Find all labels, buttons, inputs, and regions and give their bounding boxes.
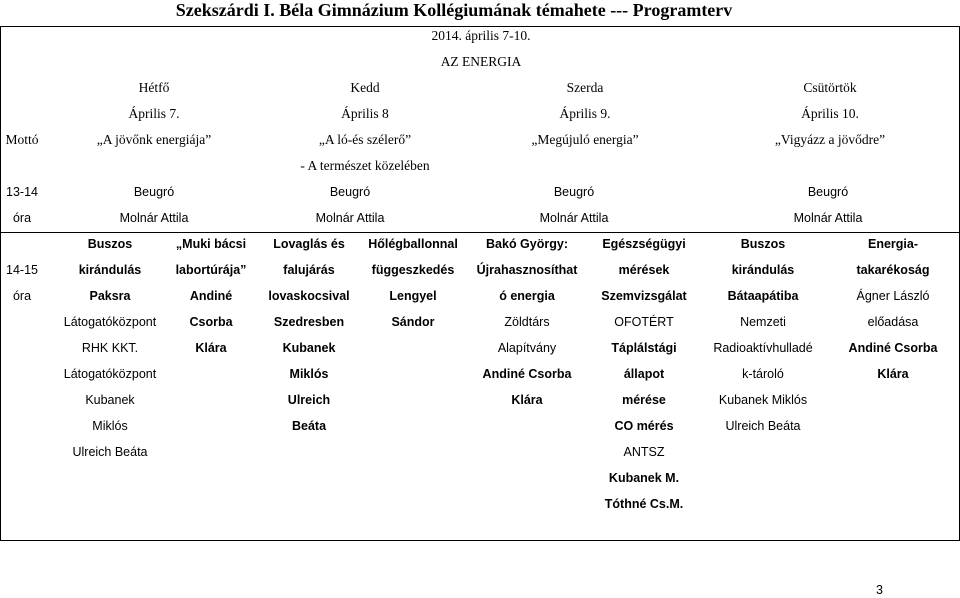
program-cell: Látogatóközpont	[63, 367, 157, 381]
program-cell: Kubanek M.	[608, 471, 680, 485]
day-date: Április 7.	[128, 106, 180, 121]
program-cell: előadása	[867, 315, 919, 329]
program-cell: Ulreich Beáta	[725, 419, 801, 433]
table-top-border	[0, 26, 960, 27]
program-cell: Egészségügyi	[602, 237, 686, 251]
motto-label: Mottó	[5, 132, 39, 147]
motto-value: „A jövőnk energiája”	[96, 132, 212, 147]
program-cell: Andiné	[189, 289, 233, 303]
program-cell: Energia-	[867, 237, 919, 251]
program-cell: CO mérés	[614, 419, 674, 433]
program-cell: Bátaapátiba	[727, 289, 799, 303]
program-cell: ó energia	[499, 289, 555, 303]
day-name: Szerda	[566, 80, 604, 95]
program-cell: Kubanek Miklós	[718, 393, 808, 407]
time-slot-unit: óra	[12, 211, 32, 225]
day-name: Kedd	[350, 80, 380, 95]
program-cell: Andiné Csorba	[482, 367, 572, 381]
day-date: Április 9.	[559, 106, 611, 121]
program-cell: állapot	[623, 367, 665, 381]
program-cell: Bakó György:	[486, 237, 568, 251]
program-cell: kirándulás	[731, 263, 795, 277]
day-date: Április 8	[341, 106, 389, 121]
program-cell: Ulreich Beáta	[72, 445, 148, 459]
program-cell: Beáta	[291, 419, 327, 433]
time-slot-label: 13-14	[6, 185, 38, 199]
day-name: Csütörtök	[803, 80, 857, 95]
event-dates: 2014. április 7-10.	[431, 28, 531, 43]
program-cell: Klára	[511, 393, 543, 407]
program-cell: Ulreich	[287, 393, 331, 407]
program-cell: lovaskocsival	[268, 289, 350, 303]
day-name: Hétfő	[138, 80, 170, 95]
program-cell: Radioaktívhulladé	[713, 341, 813, 355]
page-number: 3	[876, 583, 883, 597]
event-theme: AZ ENERGIA	[440, 54, 522, 69]
table-bottom-border	[0, 540, 960, 541]
program-title: Beugró	[807, 185, 849, 199]
program-cell: Szemvizsgálat	[601, 289, 687, 303]
program-cell: Újrahasznosíthat	[476, 263, 578, 277]
motto-value: „Megújuló energia”	[531, 132, 639, 147]
program-title: Beugró	[553, 185, 595, 199]
program-cell: Zöldtárs	[504, 315, 550, 329]
program-cell: OFOTÉRT	[614, 315, 674, 329]
motto-value: „Vigyázz a jövődre”	[774, 132, 886, 147]
program-cell: falujárás	[283, 263, 335, 277]
motto-value: „A ló-és szélerő”	[318, 132, 412, 147]
program-cell: Táplálstági	[611, 341, 677, 355]
slot-divider	[0, 232, 960, 233]
program-cell: labortúrája”	[175, 263, 247, 277]
time-slot-label: 14-15	[6, 263, 38, 277]
program-cell: függeszkedés	[371, 263, 455, 277]
program-cell: Miklós	[92, 419, 128, 433]
program-cell: Klára	[877, 367, 909, 381]
program-person: Molnár Attila	[119, 211, 189, 225]
program-cell: takarékoság	[856, 263, 930, 277]
program-cell: Tóthné Cs.M.	[604, 497, 684, 511]
program-cell: Kubanek	[85, 393, 135, 407]
program-cell: „Muki bácsi	[175, 237, 247, 251]
program-title: Beugró	[329, 185, 371, 199]
program-person: Molnár Attila	[315, 211, 385, 225]
program-person: Molnár Attila	[793, 211, 863, 225]
program-cell: Lengyel	[389, 289, 437, 303]
program-cell: Hőlégballonnal	[368, 237, 458, 251]
document-title: Szekszárdi I. Béla Gimnázium Kollégiumának témahete --- Programterv	[175, 0, 733, 20]
program-cell: Miklós	[289, 367, 329, 381]
program-cell: RHK KKT.	[81, 341, 139, 355]
motto-subtitle: - A természet közelében	[300, 158, 430, 173]
program-cell: Ágner László	[856, 289, 930, 303]
program-cell: mérések	[618, 263, 670, 277]
program-cell: Buszos	[740, 237, 786, 251]
day-date: Április 10.	[801, 106, 859, 121]
program-cell: mérése	[622, 393, 666, 407]
program-cell: Kubanek	[282, 341, 336, 355]
program-cell: kirándulás	[78, 263, 142, 277]
time-slot-unit: óra	[12, 289, 32, 303]
program-cell: Buszos	[87, 237, 133, 251]
table-left-border	[0, 26, 1, 540]
program-person: Molnár Attila	[539, 211, 609, 225]
program-cell: Lovaglás és	[273, 237, 345, 251]
program-cell: Látogatóközpont	[63, 315, 157, 329]
program-cell: Nemzeti	[740, 315, 786, 329]
program-cell: Alapítvány	[497, 341, 557, 355]
program-title: Beugró	[133, 185, 175, 199]
program-cell: Szedresben	[273, 315, 345, 329]
program-cell: Sándor	[391, 315, 435, 329]
program-cell: Paksra	[89, 289, 131, 303]
program-cell: ANTSZ	[623, 445, 665, 459]
program-cell: k-tároló	[742, 367, 784, 381]
program-cell: Klára	[195, 341, 227, 355]
program-cell: Csorba	[189, 315, 233, 329]
program-cell: Andiné Csorba	[848, 341, 938, 355]
